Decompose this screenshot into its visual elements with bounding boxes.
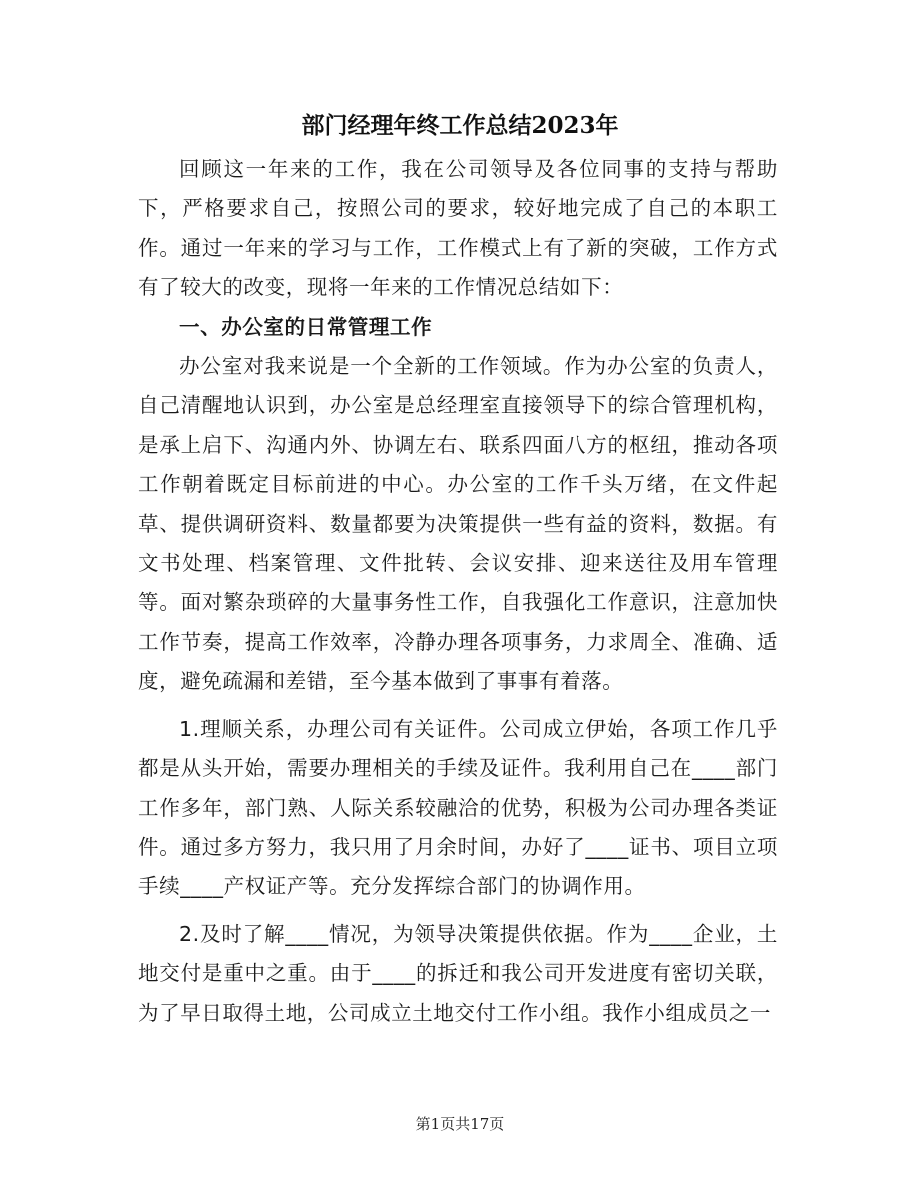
numbered-item-1: 1.理顺关系，办理公司有关证件。公司成立伊始，各项工作几乎都是从头开始，需要办理相关的手续及证件。我利用自己在____部门工作多年，部门熟、人际关系较融洽的优势，积极为公司办理各类证件。通过多方努力，我只用了月余时间，办好了____证书、项目立项手续____产权证产等。充分发挥综合部门的协调作用。: [138, 716, 778, 899]
intro-paragraph: 回顾这一年来的工作，我在公司领导及各位同事的支持与帮助下，严格要求自己，按照公司的要求，较好地完成了自己的本职工作。通过一年来的学习与工作，工作模式上有了新的突破，工作方式有了较大的改变，现将一年来的工作情况总结如下：: [138, 157, 778, 300]
numbered-item-2: 2.及时了解____情况，为领导决策提供依据。作为____企业，土地交付是重中之重。由于____的拆迁和我公司开发进度有密切关联，为了早日取得土地，公司成立土地交付工作小组。我作小组成员之一: [138, 921, 778, 1025]
page-title: 部门经理年终工作总结2023年: [301, 112, 619, 139]
section-heading: 一、办公室的日常管理工作: [179, 314, 433, 339]
office-management-paragraph: 办公室对我来说是一个全新的工作领域。作为办公室的负责人，自己清醒地认识到，办公室是总经理室直接领导下的综合管理机构，是承上启下、沟通内外、协调左右、联系四面八方的枢纽，推动各项工作朝着既定目标前进的中心。办公室的工作千头万绪，在文件起草、提供调研资料、数量都要为决策提供一些有益的资料，数据。有文书处理、档案管理、文件批转、会议安排、迎来送往及用车管理等。面对繁杂琐碎的大量事务性工作，自我强化工作意识，注意加快工作节奏，提高工作效率，冷静办理各项事务，力求周全、准确、适度，避免疏漏和差错，至今基本做到了事事有着落。: [138, 354, 778, 694]
document-body: [138, 150, 778, 1033]
page-number-footer: 第1页共17页: [415, 1115, 505, 1133]
